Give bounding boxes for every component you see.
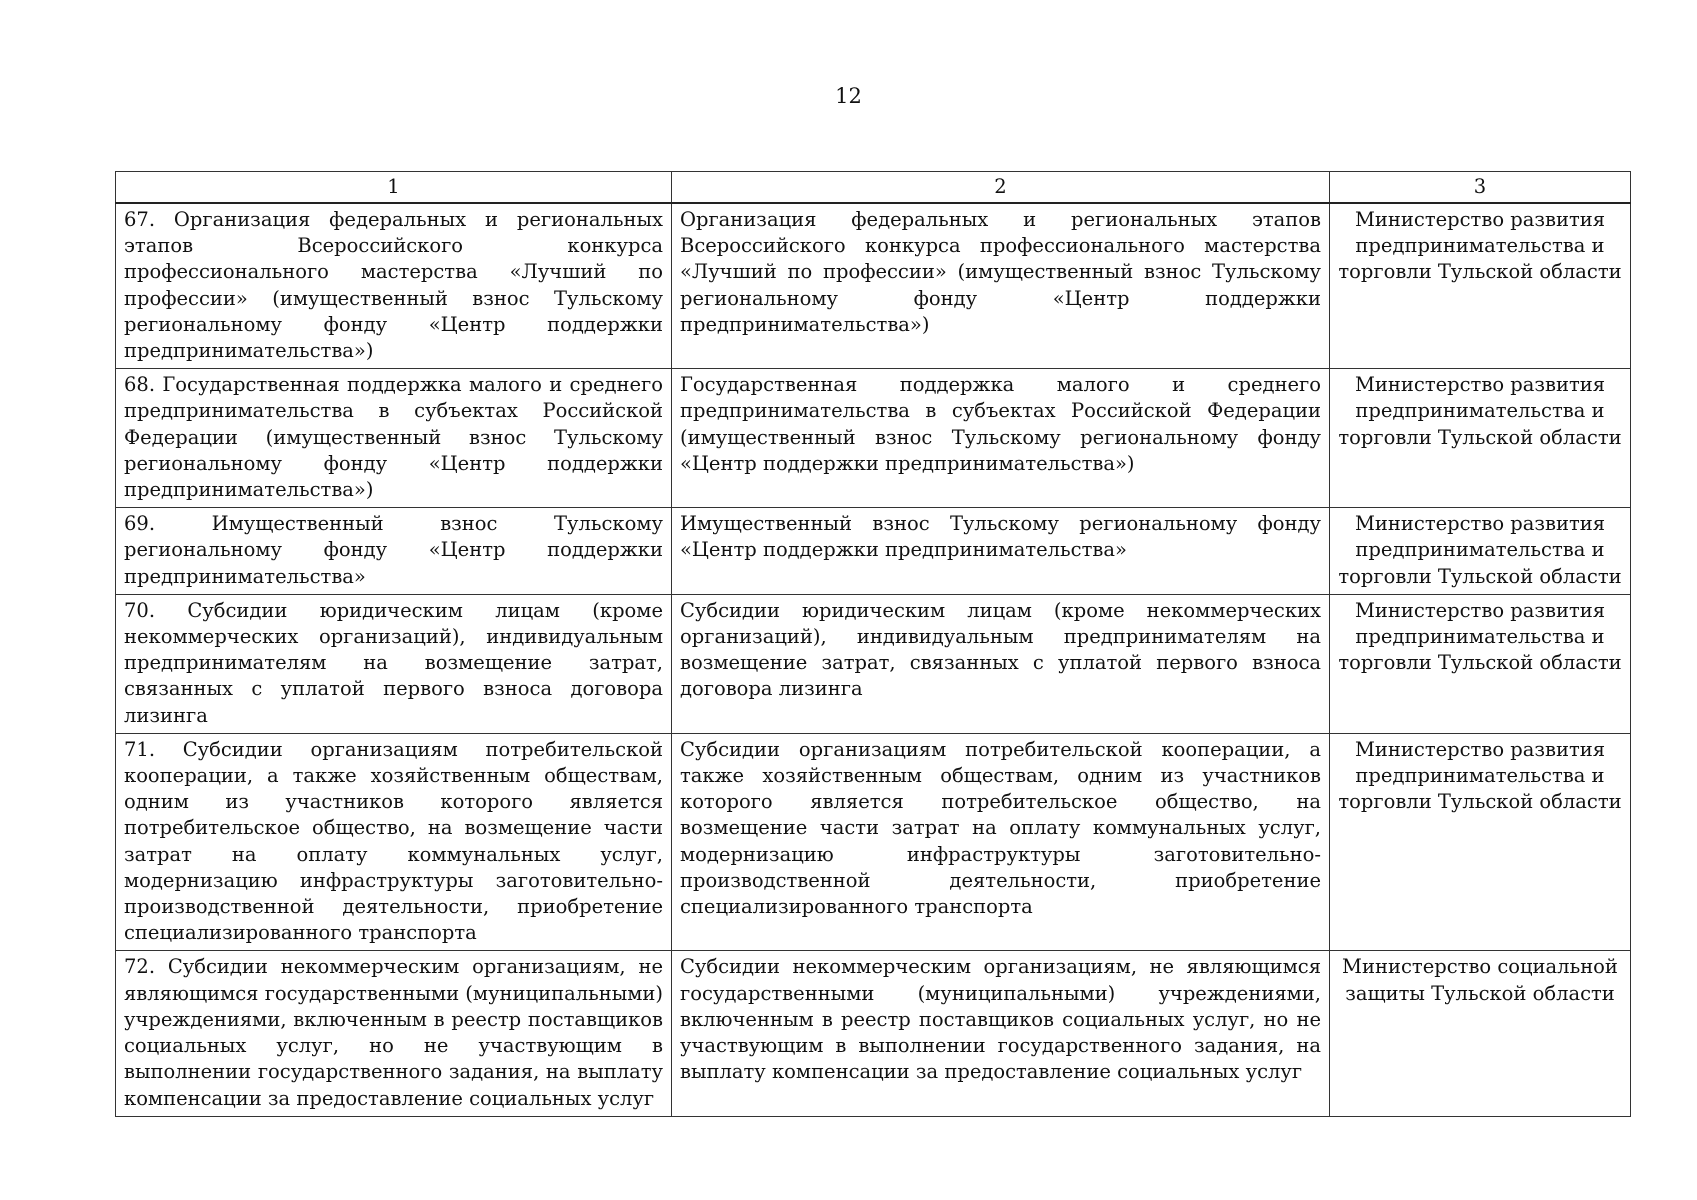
row-name-cell: 71. Субсидии организациям потребительской кооперации, а также хозяйственным обществам, одним из участников которого является потребительское общество, на возмещение части затрат на оплату коммунальных услуг, модернизацию инфраструктуры заготовительно-производственной деятельности, приобретение специализированного транспорта — [116, 733, 672, 951]
row-ministry-cell: Министерство развития предпринимательства и торговли Тульской области — [1330, 733, 1631, 951]
row-description-cell: Организация федеральных и региональных этапов Всероссийского конкурса профессионального мастерства «Лучший по профессии» (имущественный взнос Тульскому региональному фонду «Центр поддержки предпринимательства») — [672, 203, 1330, 369]
table-row — [116, 508, 1631, 595]
row-name-cell: 70. Субсидии юридическим лицам (кроме некоммерческих организаций), индивидуальным предпринимателям на возмещение затрат, связанных с уплатой первого взноса договора лизинга — [116, 594, 672, 733]
column-header-3: 3 — [1330, 172, 1631, 204]
row-ministry-cell: Министерство развития предпринимательства и торговли Тульской области — [1330, 369, 1631, 508]
table-header — [116, 172, 1631, 204]
table-row — [116, 203, 1631, 369]
table-row — [116, 733, 1631, 951]
table-body — [116, 203, 1631, 1116]
row-name-cell: 72. Субсидии некоммерческим организациям, не являющимся государственными (муниципальными) учреждениями, включенным в реестр поставщиков социальных услуг, но не участвующим в выполнении государственного задания, на выплату компенсации за предоставление социальных услуг — [116, 951, 672, 1116]
row-description-cell: Субсидии организациям потребительской кооперации, а также хозяйственным обществам, одним из участников которого является потребительское общество, на возмещение части затрат на оплату коммунальных услуг, модернизацию инфраструктуры заготовительно-производственной деятельности, приобретение специализированного транспорта — [672, 733, 1330, 951]
row-ministry-cell: Министерство развития предпринимательства и торговли Тульской области — [1330, 594, 1631, 733]
row-name-cell: 69. Имущественный взнос Тульскому региональному фонду «Центр поддержки предпринимательства» — [116, 508, 672, 595]
row-name-cell: 68. Государственная поддержка малого и среднего предпринимательства в субъектах Российской Федерации (имущественный взнос Тульскому региональному фонду «Центр поддержки предпринимательства») — [116, 369, 672, 508]
row-ministry-cell: Министерство развития предпринимательства и торговли Тульской области — [1330, 203, 1631, 369]
row-name-cell: 67. Организация федеральных и региональных этапов Всероссийского конкурса профессионального мастерства «Лучший по профессии» (имущественный взнос Тульскому региональному фонду «Центр поддержки предпринимательства») — [116, 203, 672, 369]
row-description-cell: Государственная поддержка малого и среднего предпринимательства в субъектах Российской Федерации (имущественный взнос Тульскому региональному фонду «Центр поддержки предпринимательства») — [672, 369, 1330, 508]
column-header-2: 2 — [672, 172, 1330, 204]
header-row — [116, 172, 1631, 204]
row-description-cell: Субсидии юридическим лицам (кроме некоммерческих организаций), индивидуальным предпринимателям на возмещение затрат, связанных с уплатой первого взноса договора лизинга — [672, 594, 1330, 733]
page-number: 12 — [835, 84, 862, 108]
row-ministry-cell: Министерство развития предпринимательства и торговли Тульской области — [1330, 508, 1631, 595]
programs-table — [115, 171, 1631, 1117]
row-description-cell: Имущественный взнос Тульскому региональному фонду «Центр поддержки предпринимательства» — [672, 508, 1330, 595]
table-row — [116, 369, 1631, 508]
table-row — [116, 594, 1631, 733]
row-ministry-cell: Министерство социальной защиты Тульской области — [1330, 951, 1631, 1116]
row-description-cell: Субсидии некоммерческим организациям, не являющимся государственными (муниципальными) учреждениями, включенным в реестр поставщиков социальных услуг, но не участвующим в выполнении государственного задания, на выплату компенсации за предоставление социальных услуг — [672, 951, 1330, 1116]
table-row — [116, 951, 1631, 1116]
column-header-1: 1 — [116, 172, 672, 204]
